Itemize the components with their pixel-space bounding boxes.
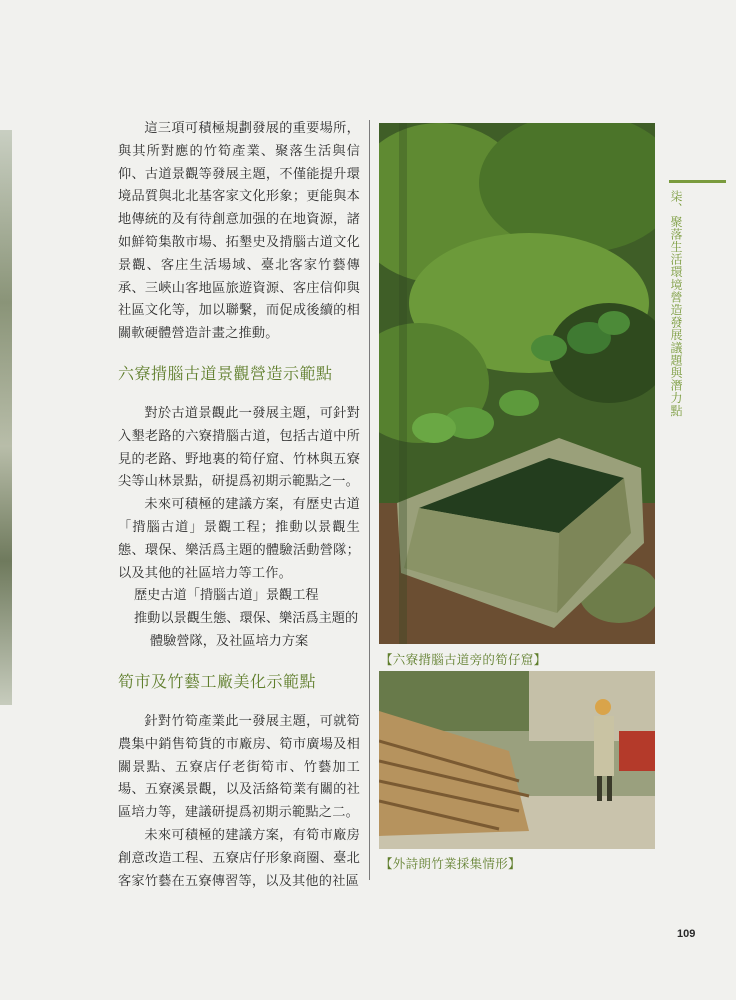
chapter-title: 柒、聚落生活環境營造發展議題與潛力點 (669, 190, 683, 417)
paragraph-4: 針對竹筍產業此一發展主題，可就筍農集中銷售筍貨的市廠房、筍市廣場及相關景點、五寮店仔老街筍市、竹藝加工場、五寮溪景觀，以及活絡筍業有關的社區培力等，建議研提爲初期示範點之二。 (118, 714, 360, 821)
paragraph-1: 這三項可積極規劃發展的重要場所，與其所對應的竹筍產業、聚落生活與信仰、古道景觀等發展主題，不僅能提升環境品質與北北基客家文化形象；更能與本地傳統的及有待創意加强的在地資源，諸如鮮筍集散市場、拓墾史及揹腦古道文化景觀、客庄生活場域、臺北客家竹藝傳承、三峽山客地區旅遊資源、客庄信仰與社區文化等，加以聯繫，而促成後續的相關軟硬體營造計畫之推動。 (118, 121, 360, 342)
list-item-3: 體驗營隊，及社區培力方案 (150, 633, 309, 649)
photo-caption-2: 【外詩朗竹業採集情形】 (380, 856, 521, 871)
chapter-rule (669, 180, 726, 183)
paragraph-3: 未來可積極的建議方案，有歷史古道「揹腦古道」景觀工程；推動以景觀生態、環保、樂活爲主題的體驗活動營隊；以及其他的社區培力等工作。 (118, 497, 360, 581)
column-divider (369, 120, 370, 880)
text-column-3 (118, 711, 360, 893)
paragraph-2: 對於古道景觀此一發展主題，可針對入墾老路的六寮揹腦古道，包括古道中所見的老路、野地裏的筍仔窟、竹林與五寮尖等山林景點，研提爲初期示範點之一。 (118, 406, 360, 490)
photo-bamboo-harvest (379, 671, 655, 849)
text-column (118, 118, 360, 346)
left-edge-photo-strip (0, 130, 12, 705)
list-item-1: 歷史古道「揹腦古道」景觀工程 (134, 588, 319, 604)
page-number: 109 (677, 928, 696, 940)
list-item-2: 推動以景觀生態、環保、樂活爲主題的 (134, 611, 359, 627)
section-heading-2: 筍市及竹藝工廠美化示範點 (118, 672, 317, 691)
text-column-2 (118, 403, 360, 654)
photo-stone-trough (379, 123, 655, 644)
photo-caption-1: 【六寮揹腦古道旁的筍仔窟】 (380, 652, 547, 667)
paragraph-5: 未來可積極的建議方案，有筍市廠房創意改造工程、五寮店仔形象商圈、臺北客家竹藝在五寮傳習等，以及其他的社區 (118, 827, 360, 889)
section-heading-1: 六寮揹腦古道景觀營造示範點 (118, 364, 333, 383)
